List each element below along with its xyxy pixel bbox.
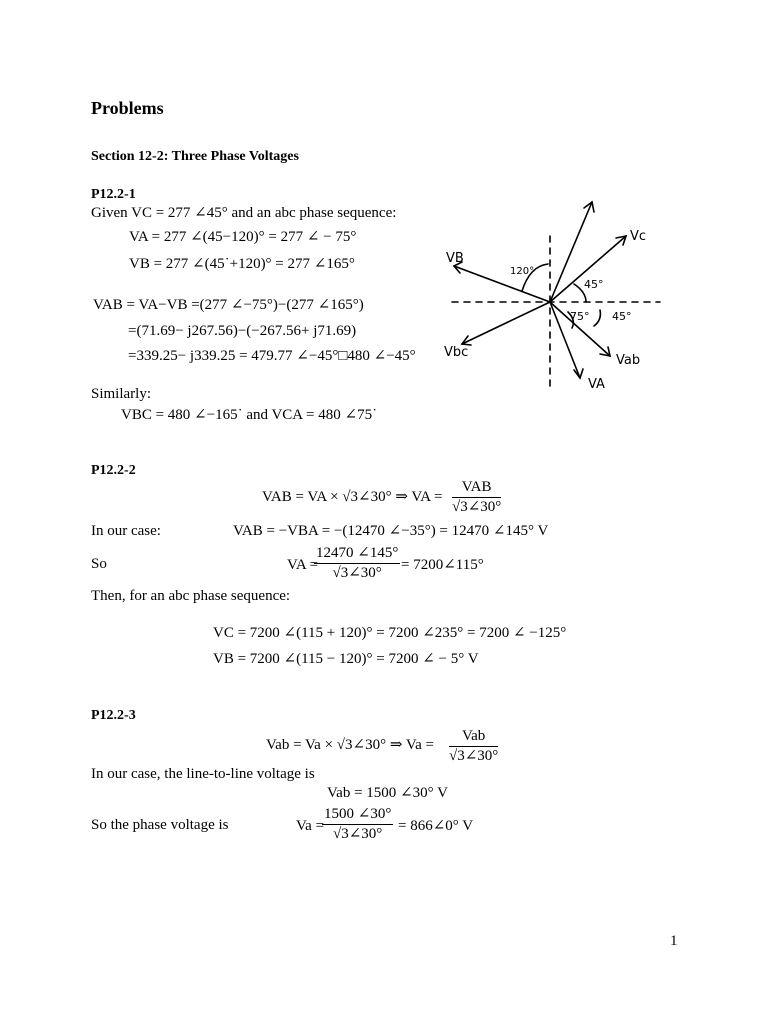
vc-label: Vc bbox=[630, 229, 647, 244]
angle-arc-45-lower bbox=[594, 310, 600, 326]
va-denominator: √3∠30° bbox=[333, 826, 383, 842]
va-right: = 866∠0° V bbox=[398, 818, 474, 834]
equation-vb: VB = 277 ∠(45˙+120)° = 277 ∠165° bbox=[129, 256, 355, 272]
problem-label-2: P12.2-2 bbox=[91, 463, 136, 478]
equation-vab-value: Vab = 1500 ∠30° V bbox=[327, 785, 448, 801]
equation-vb-2: VB = 7200 ∠(115 − 120)° = 7200 ∠ − 5° V bbox=[213, 651, 479, 667]
relation-numerator-3: Vab bbox=[449, 729, 498, 747]
equation-vab-3: =339.25− j339.25 = 479.77 ∠−45°□480 ∠−45° bbox=[128, 348, 416, 364]
vab-label: Vab bbox=[616, 353, 641, 368]
equation-vbc-vca: VBC = 480 ∠−165˙ and VCA = 480 ∠75˙ bbox=[121, 407, 378, 423]
vb-phasor bbox=[454, 266, 550, 302]
similarly-text: Similarly: bbox=[91, 386, 151, 402]
equation-vab-case: VAB = −VBA = −(12470 ∠−35°) = 12470 ∠145° V bbox=[233, 523, 549, 539]
relation-fraction bbox=[452, 480, 501, 515]
angle-45-label: 45° bbox=[584, 278, 604, 291]
in-our-case-label: In our case: bbox=[91, 523, 161, 539]
section-heading: Section 12-2: Three Phase Voltages bbox=[91, 149, 299, 164]
so-label: So bbox=[91, 556, 107, 572]
equation-vab-2: =(71.69− j267.56)−(−267.56+ j71.69) bbox=[128, 323, 357, 339]
vbc-phasor bbox=[462, 302, 550, 344]
relation-vab-va-3: Vab = Va × √3∠30° ⇒ Va = bbox=[266, 737, 434, 753]
so-va-right: = 7200∠115° bbox=[401, 557, 484, 573]
phasor-diagram bbox=[440, 196, 670, 396]
problem-label-3: P12.2-3 bbox=[91, 708, 136, 723]
line-to-line-text: In our case, the line-to-line voltage is bbox=[91, 766, 315, 782]
equation-vab-1: VAB = VA−VB =(277 ∠−75°)−(277 ∠165°) bbox=[93, 297, 364, 313]
angle-75-label: 75° bbox=[570, 310, 590, 323]
so-numerator: 12470 ∠145° bbox=[314, 546, 400, 564]
vbc-label: Vbc bbox=[444, 345, 469, 360]
angle-45-lower-label: 45° bbox=[612, 310, 632, 323]
vb-label: VB bbox=[446, 251, 464, 266]
then-text: Then, for an abc phase sequence: bbox=[91, 588, 291, 604]
equation-va: VA = 277 ∠(45−120)° = 277 ∠ − 75° bbox=[129, 229, 357, 245]
relation-vab-va: VAB = VA × √3∠30° ⇒ VA = bbox=[262, 489, 443, 505]
vc-second-phasor bbox=[550, 236, 626, 302]
problem-label-1: P12.2-1 bbox=[91, 187, 136, 202]
page-title: Problems bbox=[91, 98, 164, 118]
phase-voltage-label: So the phase voltage is bbox=[91, 817, 229, 833]
page-number: 1 bbox=[670, 933, 678, 949]
va-numerator: 1500 ∠30° bbox=[322, 807, 393, 825]
relation-denominator-3: √3∠30° bbox=[449, 748, 499, 764]
so-denominator: √3∠30° bbox=[332, 565, 382, 581]
relation-denominator: √3∠30° bbox=[452, 499, 502, 515]
so-va-left: VA = bbox=[287, 557, 319, 573]
so-fraction bbox=[314, 546, 400, 581]
va-left: Va = bbox=[296, 818, 325, 834]
va-label: VA bbox=[588, 377, 605, 392]
given-statement: Given VC = 277 ∠45° and an abc phase sequence: bbox=[91, 205, 397, 221]
relation-fraction-3 bbox=[449, 729, 498, 764]
angle-120-label: 120° bbox=[510, 266, 535, 277]
va-fraction bbox=[322, 807, 393, 842]
relation-numerator: VAB bbox=[452, 480, 501, 498]
equation-vc: VC = 7200 ∠(115 + 120)° = 7200 ∠235° = 7200 ∠ −125° bbox=[213, 625, 567, 641]
